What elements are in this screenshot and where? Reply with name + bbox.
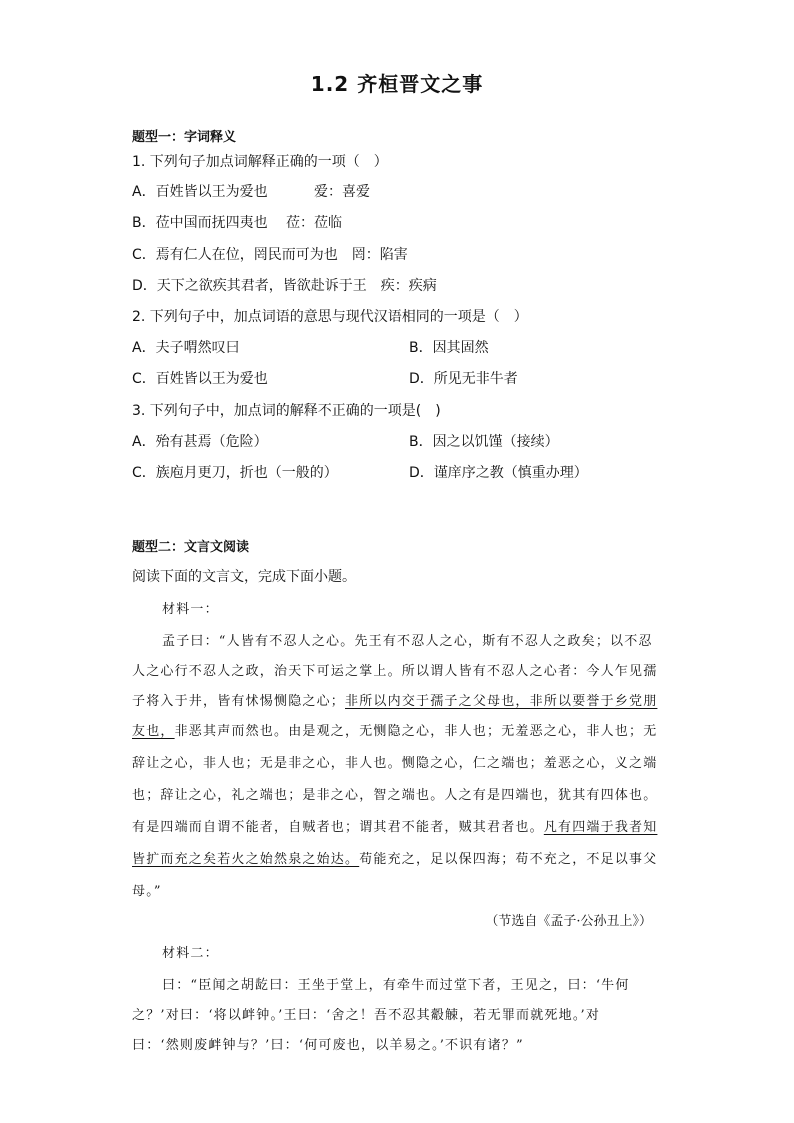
material1-line: 孟子曰：“人皆有不忍人之心。先王有不忍人之心，斯有不忍人之政矣；以不忍 (162, 634, 653, 649)
material2-line: 曰：‘然则废衅钟与？’曰：‘何可废也，以羊易之。’不识有诸？” (132, 1038, 524, 1053)
q2-option-a: A．夫子喟然叹曰 (132, 340, 240, 356)
material2-line: 曰：“臣闻之胡龁曰：王坐于堂上，有牵牛而过堂下者，王见之，曰：‘牛何 (162, 978, 630, 993)
q1-stem: 1. 下列句子加点词解释正确的一项（ ） (132, 154, 388, 170)
q1-option-a: A．百姓皆以王为爱也 爱：喜爱 (132, 184, 371, 200)
material1-line (132, 720, 657, 739)
section2-heading: 题型二：文言文阅读 (132, 540, 250, 555)
section2-intro: 阅读下面的文言文，完成下面小题。 (132, 569, 356, 585)
material1-source: （节选自《孟子·公孙丑上》） (485, 914, 652, 929)
q2-option-b: B．因其固然 (409, 340, 489, 356)
q2-option-d: D．所见无非牛者 (409, 371, 518, 387)
section1-heading: 题型一：字词释义 (132, 130, 237, 145)
material1-line: 母。” (132, 884, 162, 899)
q2-stem: 2. 下列句子中，加点词语的意思与现代汉语相同的一项是（ ） (132, 309, 528, 325)
material1-segment: 有是四端而自谓不能者，自贼者也；谓其君不能者，贼其君者也。 (132, 820, 544, 835)
page-title: 1.2 齐桓晋文之事 (310, 72, 484, 96)
q3-option-a: A．殆有甚焉（危险） (132, 434, 268, 450)
material1-line (132, 848, 657, 867)
material1-line: 也；辞让之心，礼之端也；是非之心，智之端也。人之有是四端也，犹其有四体也。 (132, 788, 658, 803)
material1-segment: 苟能充之，足以保四海；苟不充之，不足以事父 (359, 852, 658, 867)
q1-option-b: B．莅中国而抚四夷也 莅：莅临 (132, 215, 343, 231)
material2-label: 材料二： (162, 946, 219, 961)
q2-option-c: C．百姓皆以王为爱也 (132, 371, 268, 387)
q1-option-c: C．焉有仁人在位，罔民而可为也 罔：陷害 (132, 247, 408, 263)
material2-line: 之？’对曰：‘将以衅钟。’王曰：‘舍之！吾不忍其觳觫，若无罪而就死地。’对 (132, 1008, 601, 1023)
q3-option-c: C．族庖月更刀，折也（一般的） (132, 465, 338, 481)
material1-segment: 非恶其声而然也。由是观之，无恻隐之心，非人也；无羞恶之心，非人也；无 (174, 724, 658, 739)
q3-stem: 3. 下列句子中，加点词的解释不正确的一项是( ) (132, 403, 441, 419)
q3-option-b: B．因之以饥馑（接续） (409, 434, 559, 450)
material1-line (132, 816, 657, 835)
material1-underlined-segment: 非所以内交于孺子之父母也，非所以要誉于乡党朋 (345, 694, 658, 709)
material1-line: 辞让之心，非人也；无是非之心，非人也。恻隐之心，仁之端也；羞恶之心，义之端 (132, 756, 658, 771)
material1-underlined-segment: 凡有四端于我者知 (543, 820, 658, 835)
material1-underlined-segment: 皆扩而充之矣若火之始然泉之始达。 (132, 852, 360, 867)
material1-underlined-segment: 友也， (132, 724, 175, 739)
material1-line: 人之心行不忍人之政，治天下可运之掌上。所以谓人皆有不忍人之心者：今人乍见孺 (132, 664, 658, 679)
material1-line (132, 690, 657, 709)
q1-option-d: D．天下之欲疾其君者，皆欲赴诉于王 疾：疾病 (132, 278, 437, 294)
material1-segment: 子将入于井，皆有怵惕恻隐之心； (132, 694, 346, 709)
material1-label: 材料一： (162, 602, 219, 617)
q3-option-d: D．谨庠序之教（慎重办理） (409, 465, 588, 481)
